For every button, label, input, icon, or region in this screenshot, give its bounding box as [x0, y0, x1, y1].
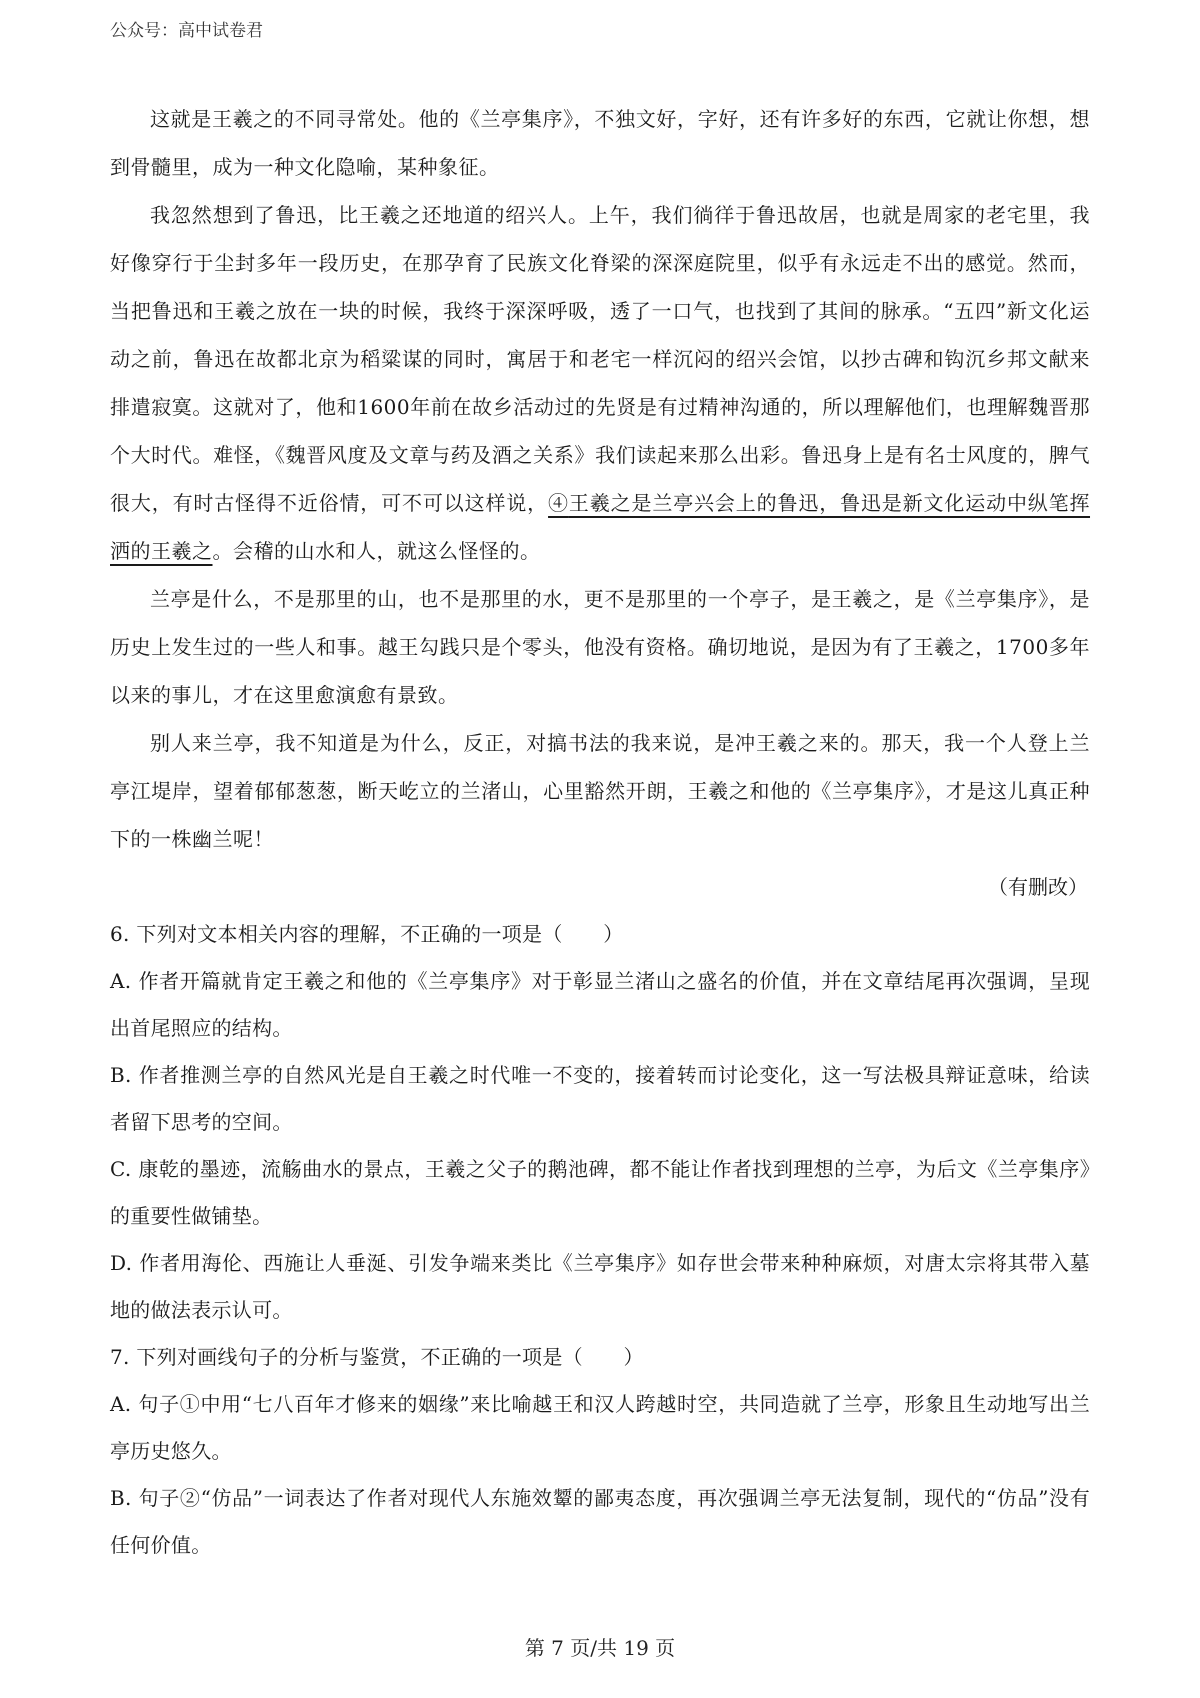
source-label: 公众号：高中试卷君: [110, 21, 263, 41]
question-6-option-a: A. 作者开篇就肯定王羲之和他的《兰亭集序》对于彰显兰渚山之盛名的价值，并在文章结尾再次强调，呈现出首尾照应的结构。: [110, 969, 1090, 1040]
p2-text-after: 。会稽的山水和人，就这么怪怪的。: [212, 539, 541, 563]
source-note: （有删改）: [988, 875, 1088, 899]
passage-paragraph-2: [110, 191, 1090, 575]
passage-paragraph-3: 兰亭是什么，不是那里的山，也不是那里的水，更不是那里的一个亭子，是王羲之，是《兰亭集序》，是历史上发生过的一些人和事。越王勾践只是个零头，他没有资格。确切地说，是因为有了王羲之，1700多年以来的事儿，才在这里愈演愈有景致。: [110, 587, 1090, 707]
p2-text-before: 我忽然想到了鲁迅，比王羲之还地道的绍兴人。上午，我们徜徉于鲁迅故居，也就是周家的老宅里，我好像穿行于尘封多年一段历史，在那孕育了民族文化脊梁的深深庭院里，似乎有永远走不出的感觉。然而，当把鲁迅和王羲之放在一块的时候，我终于深深呼吸，透了一口气，也找到了其间的脉承。“五四”新文化运动之前，鲁迅在故都北京为稻粱谋的同时，寓居于和老宅一样沉闷的绍兴会馆，以抄古碑和钩沉乡邦文献来排遣寂寞。这就对了，他和1600年前在故乡活动过的先贤是有过精神沟通的，所以理解他们，也理解魏晋那个大时代。难怪，《魏晋风度及文章与药及酒之关系》我们读起来那么出彩。鲁迅身上是有名士风度的，脾气很大，有时古怪得不近俗情，可不可以这样说，: [110, 203, 1090, 515]
question-6-option-d: D. 作者用海伦、西施让人垂涎、引发争端来类比《兰亭集序》如存世会带来种种麻烦，对唐太宗将其带入墓地的做法表示认可。: [110, 1251, 1090, 1322]
passage-paragraph-1: 这就是王羲之的不同寻常处。他的《兰亭集序》，不独文好，字好，还有许多好的东西，它就让你想，想到骨髓里，成为一种文化隐喻，某种象征。: [110, 107, 1090, 179]
page-number: 第 7 页/共 19 页: [524, 1636, 676, 1660]
sentence-marker-4: ④: [548, 491, 569, 515]
question-6-option-b: B. 作者推测兰亭的自然风光是自王羲之时代唯一不变的，接着转而讨论变化，这一写法极具辩证意味，给读者留下思考的空间。: [110, 1063, 1090, 1134]
question-6-option-c: C. 康乾的墨迹，流觞曲水的景点，王羲之父子的鹅池碑，都不能让作者找到理想的兰亭，为后文《兰亭集序》的重要性做铺垫。: [110, 1157, 1090, 1228]
question-7: [110, 1334, 1090, 1569]
passage-paragraph-4: 别人来兰亭，我不知道是为什么，反正，对搞书法的我来说，是冲王羲之来的。那天，我一个人登上兰亭江堤岸，望着郁郁葱葱，断天屹立的兰渚山，心里豁然开朗，王羲之和他的《兰亭集序》，才是这儿真正种下的一株幽兰呢！: [110, 731, 1090, 851]
question-7-stem: 7. 下列对画线句子的分析与鉴赏，不正确的一项是（ ）: [110, 1345, 644, 1369]
underlined-text-4: 王羲之是兰亭兴会上的鲁迅，鲁迅是新文化运动中纵笔挥洒的王羲之: [110, 491, 1091, 563]
page-content: [110, 95, 1090, 1569]
question-7-option-a: A. 句子①中用“七八百年才修来的姻缘”来比喻越王和汉人跨越时空，共同造就了兰亭，形象且生动地写出兰亭历史悠久。: [110, 1392, 1090, 1463]
question-6: [110, 911, 1090, 1334]
question-6-stem: 6. 下列对文本相关内容的理解，不正确的一项是（ ）: [110, 922, 624, 946]
question-7-option-b: B. 句子②“仿品”一词表达了作者对现代人东施效颦的鄙夷态度，再次强调兰亭无法复制，现代的“仿品”没有任何价值。: [110, 1486, 1090, 1557]
